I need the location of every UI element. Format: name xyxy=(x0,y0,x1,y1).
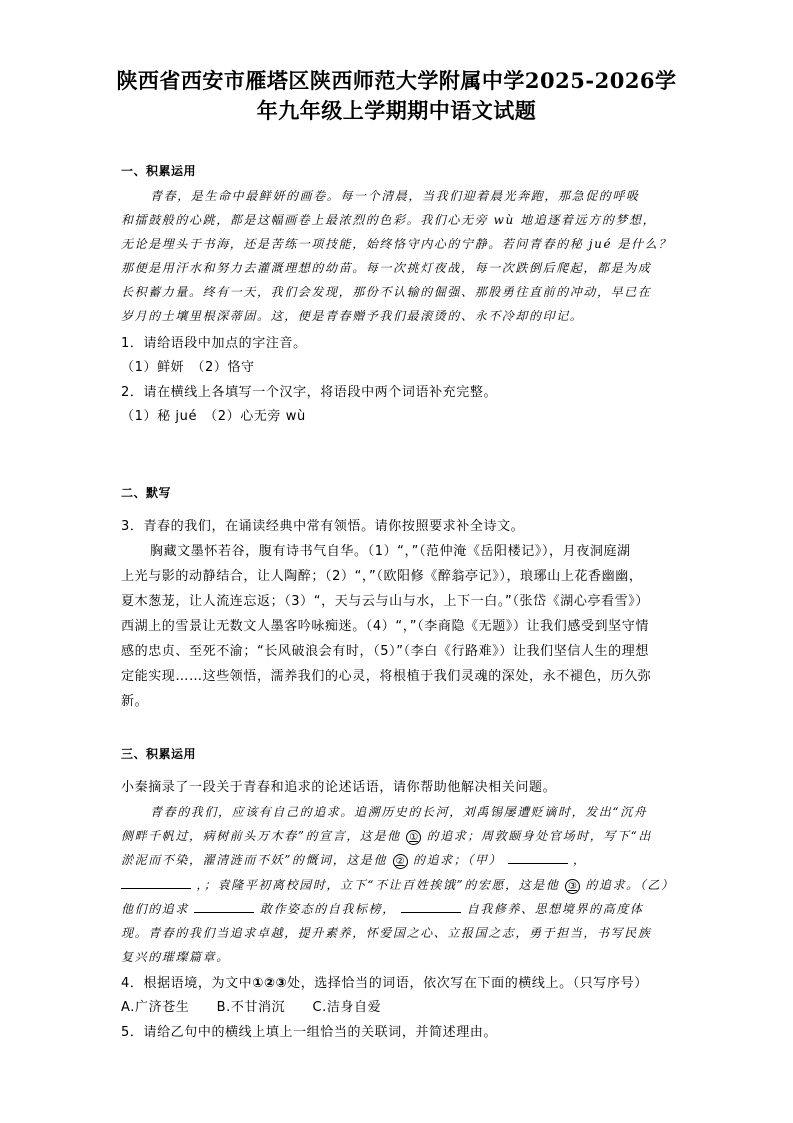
question-2-items: （1）秘 jué （2）心无旁 wù xyxy=(121,409,306,424)
question-5: 5．请给乙句中的横线上填上一组恰当的关联词，并简述理由。 xyxy=(121,1025,498,1040)
exam-title-line-2: 年九年级上学期期中语文试题 xyxy=(256,98,537,123)
passage-line-1: 青春，是生命中最鲜妍的画卷。每一个清晨，当我们迎着晨光奔跑，那急促的呼吸 xyxy=(150,189,640,203)
question-4 xyxy=(121,972,648,991)
essay-line-3-start: 淤泥而不染，濯清涟而不妖”的慨词，这是他 xyxy=(121,853,388,867)
essay-line-2 xyxy=(121,827,652,845)
essay-line-4 xyxy=(121,876,675,894)
answer-blank-yi-2[interactable] xyxy=(401,900,461,913)
essay-line-1: 青春的我们，应该有自己的追求。追溯历史的长河，刘禹锡屡遭贬谪时，发出“沉舟 xyxy=(150,805,648,819)
answer-blank-yi-1[interactable] xyxy=(194,900,254,913)
recitation-line-6: 定能实现……这些领悟，濡养我们的心灵，将根植于我们灵魂的深处，永不褪色，历久弥 xyxy=(121,669,652,684)
question-4-start: 4．根据语境，为文中 xyxy=(121,976,253,991)
question-1: 1．请给语段中加点的字注音。 xyxy=(121,336,307,351)
essay-line-2-end: 的追求；周敦颐身处官场时，写下“出 xyxy=(426,829,652,843)
passage-line-2: 和擂鼓般的心跳，都是这幅画卷上最浓烈的色彩。我们心无旁 wù 地追逐着远方的梦想， xyxy=(121,213,657,227)
recitation-line-1: 胸藏文墨怀若谷，腹有诗书气自华。（1）“，”（范仲淹《岳阳楼记》），月夜洞庭湖 xyxy=(150,544,631,559)
section-2-heading: 二、默写 xyxy=(121,486,172,500)
question-2: 2．请在横线上各填写一个汉字，将语段中两个词语补充完整。 xyxy=(121,385,498,400)
exam-title-line-1: 陕西省西安市雁塔区陕西师范大学附属中学2025-2026学 xyxy=(116,68,677,93)
answer-blank-jia-1[interactable] xyxy=(508,851,568,864)
question-4-options: A.广济苍生 B.不甘消沉 C.洁身自爱 xyxy=(121,1000,382,1015)
answer-blank-jia-2[interactable] xyxy=(121,876,191,889)
essay-line-3-mid: 的追求；（甲） xyxy=(412,853,503,867)
essay-line-2-start: 侧畔千帆过，病树前头万木春”的宣言，这是他 xyxy=(121,829,401,843)
essay-line-5-end: 自我修养、思想境界的高度体 xyxy=(466,902,644,916)
essay-line-3 xyxy=(121,851,587,869)
passage-line-3: 无论是埋头于书海，还是苦练一项技能，始终恪守内心的宁静。若问青春的秘 jué 是什么？ xyxy=(121,237,672,251)
section-1-heading: 一、积累运用 xyxy=(121,164,197,178)
section-3-intro: 小秦摘录了一段关于青春和追求的论述话语，请你帮助他解决相关问题。 xyxy=(121,780,557,795)
question-4-markers: ①②③ xyxy=(252,976,288,991)
passage-line-6: 岁月的土壤里根深蒂固。这，便是青春赠予我们最滚烫的、永不冷却的印记。 xyxy=(121,309,584,323)
blank-marker-3: ③ xyxy=(565,879,580,894)
essay-line-4-mid: ，；袁隆平初离校园时，立下“不让百姓挨饿”的宏愿，这是他 xyxy=(196,878,560,892)
question-1-items: （1）鲜妍 （2）恪守 xyxy=(121,360,255,375)
recitation-line-3: 夏木葱茏，让人流连忘返；（3）“，天与云与山与水，上下一白。”（张岱《湖心亭看雪》） xyxy=(121,594,649,609)
essay-line-5 xyxy=(121,900,644,917)
question-4-end: 处，选择恰当的词语，依次写在下面的横线上。（只写序号） xyxy=(287,976,648,991)
section-3-heading: 三、积累运用 xyxy=(121,747,197,761)
essay-line-6: 现。青春的我们当追求卓越，提升素养，怀爱国之心、立报国之志，勇于担当，书写民族 xyxy=(121,926,652,940)
blank-marker-2: ② xyxy=(393,854,408,869)
essay-line-3-end: ， xyxy=(573,853,587,867)
recitation-line-2: 上光与影的动静结合，让人陶醉；（2）“，”（欧阳修《醉翁亭记》），琅琊山上花香幽幽， xyxy=(121,569,643,584)
essay-line-4-end: 的追求。（乙） xyxy=(585,878,675,892)
passage-line-5: 长积蓄力量。终有一天，我们会发现，那份不认输的倔强、那股勇往直前的冲动，早已在 xyxy=(121,285,652,299)
essay-line-7: 复兴的璀璨篇章。 xyxy=(121,950,230,964)
recitation-line-7: 新。 xyxy=(121,694,149,709)
blank-marker-1: ① xyxy=(406,830,421,845)
recitation-line-5: 感的忠贞、至死不渝；“长风破浪会有时，（5）”（李白《行路难》）让我们坚信人生的理想 xyxy=(121,644,649,659)
question-3: 3．青春的我们，在诵读经典中常有领悟。请你按照要求补全诗文。 xyxy=(121,519,525,534)
essay-line-5-start: 他们的追求 xyxy=(121,902,190,916)
passage-line-4: 那便是用汗水和努力去灌溉理想的幼苗。每一次挑灯夜战，每一次跌倒后爬起，都是为成 xyxy=(121,261,652,275)
recitation-line-4: 西湖上的雪景让无数文人墨客吟咏痴迷。（4）“，”（李商隐《无题》）让我们感受到坚守情 xyxy=(121,619,649,634)
essay-line-5-mid: 敢作姿态的自我标榜， xyxy=(259,902,396,916)
